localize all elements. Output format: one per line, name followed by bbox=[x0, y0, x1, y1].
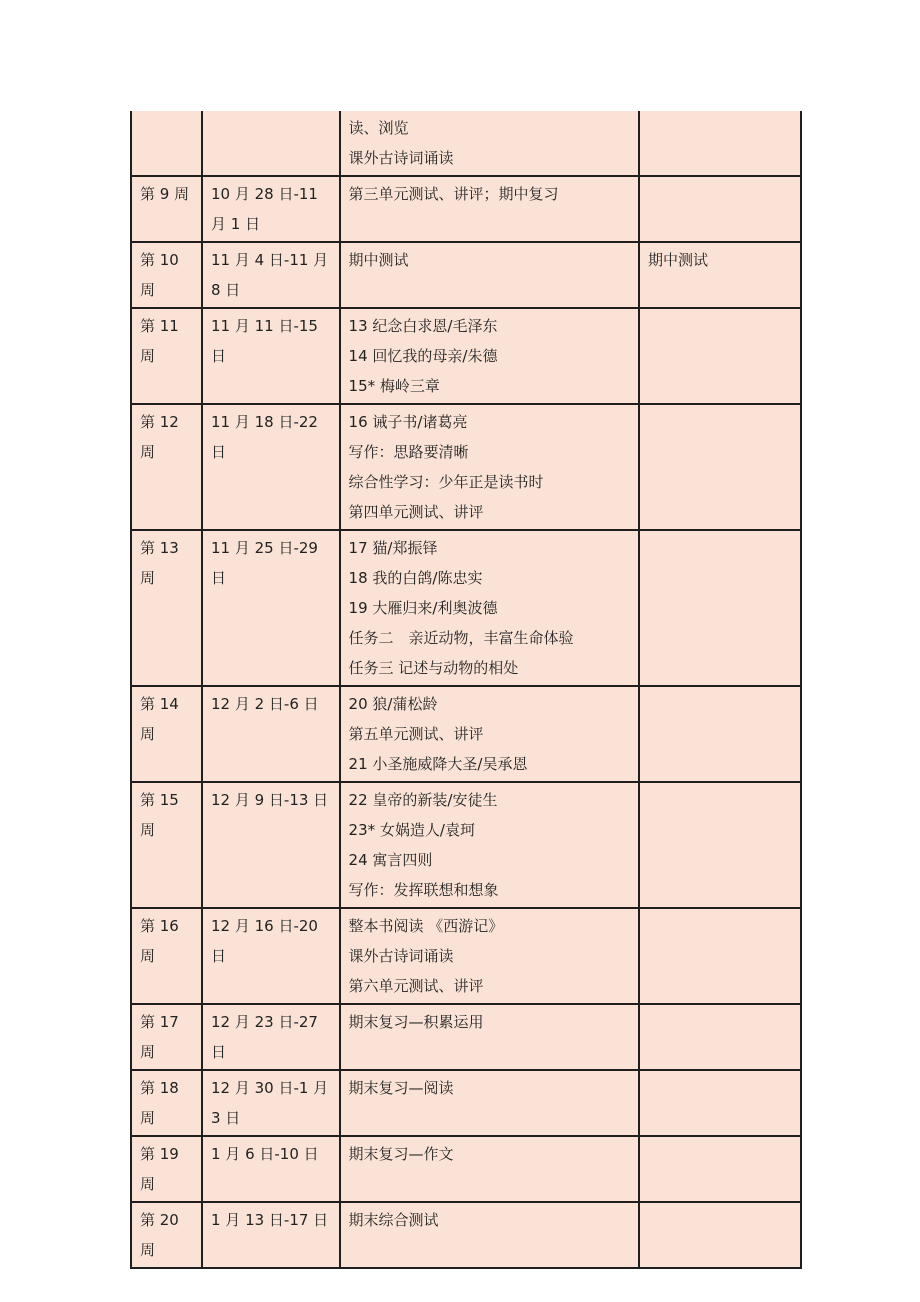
content-line: 任务二 亲近动物，丰富生命体验 bbox=[348, 629, 574, 647]
content-cell bbox=[340, 1202, 640, 1268]
content-cell bbox=[340, 782, 640, 908]
week-cell: 第 19 周 bbox=[131, 1136, 202, 1202]
date-cell: 11 月 11 日-15 日 bbox=[202, 308, 340, 404]
week-cell: 第 16 周 bbox=[131, 908, 202, 1004]
note-cell bbox=[639, 176, 801, 242]
date-cell bbox=[202, 111, 340, 176]
content-line: 24 寓言四则 bbox=[348, 851, 433, 869]
table-row bbox=[131, 176, 801, 242]
date-cell: 12 月 2 日-6 日 bbox=[202, 686, 340, 782]
content-cell bbox=[340, 686, 640, 782]
content-cell bbox=[340, 242, 640, 308]
table-row bbox=[131, 686, 801, 782]
content-line: 15* 梅岭三章 bbox=[348, 377, 440, 395]
content-line: 17 猫/郑振铎 bbox=[348, 539, 438, 557]
content-cell bbox=[340, 404, 640, 530]
content-line: 综合性学习：少年正是读书时 bbox=[348, 473, 544, 491]
date-cell: 11 月 18 日-22 日 bbox=[202, 404, 340, 530]
table-row bbox=[131, 1070, 801, 1136]
table-row bbox=[131, 1004, 801, 1070]
content-cell bbox=[340, 530, 640, 686]
note-cell bbox=[639, 530, 801, 686]
week-cell: 第 20 周 bbox=[131, 1202, 202, 1268]
content-line: 期末复习—阅读 bbox=[348, 1079, 454, 1097]
teaching-schedule-table bbox=[130, 111, 802, 1269]
week-cell: 第 12 周 bbox=[131, 404, 202, 530]
note-cell bbox=[639, 1136, 801, 1202]
content-line: 20 狼/蒲松龄 bbox=[348, 695, 438, 713]
note-cell bbox=[639, 1004, 801, 1070]
date-cell: 12 月 30 日-1 月 3 日 bbox=[202, 1070, 340, 1136]
content-line: 14 回忆我的母亲/朱德 bbox=[348, 347, 498, 365]
content-line: 23* 女娲造人/袁珂 bbox=[348, 821, 475, 839]
note-cell bbox=[639, 686, 801, 782]
date-cell: 12 月 16 日-20 日 bbox=[202, 908, 340, 1004]
content-line: 期末复习—作文 bbox=[348, 1145, 454, 1163]
content-cell bbox=[340, 176, 640, 242]
table-row bbox=[131, 111, 801, 176]
date-cell: 11 月 4 日-11 月 8 日 bbox=[202, 242, 340, 308]
week-cell: 第 11 周 bbox=[131, 308, 202, 404]
week-cell: 第 10 周 bbox=[131, 242, 202, 308]
content-cell bbox=[340, 308, 640, 404]
content-line: 19 大雁归来/利奥波德 bbox=[348, 599, 498, 617]
note-cell bbox=[639, 908, 801, 1004]
date-cell: 12 月 23 日-27 日 bbox=[202, 1004, 340, 1070]
content-cell bbox=[340, 1136, 640, 1202]
week-cell: 第 17 周 bbox=[131, 1004, 202, 1070]
content-line: 读、浏览 bbox=[348, 119, 409, 137]
date-cell: 1 月 6 日-10 日 bbox=[202, 1136, 340, 1202]
table-row bbox=[131, 782, 801, 908]
content-cell bbox=[340, 1070, 640, 1136]
content-line: 课外古诗词诵读 bbox=[348, 947, 454, 965]
date-cell: 1 月 13 日-17 日 bbox=[202, 1202, 340, 1268]
content-line: 期末复习—积累运用 bbox=[348, 1013, 484, 1031]
date-cell: 12 月 9 日-13 日 bbox=[202, 782, 340, 908]
table-row bbox=[131, 308, 801, 404]
note-cell: 期中测试 bbox=[639, 242, 801, 308]
date-cell: 10 月 28 日-11 月 1 日 bbox=[202, 176, 340, 242]
content-line: 第六单元测试、讲评 bbox=[348, 977, 484, 995]
week-cell: 第 9 周 bbox=[131, 176, 202, 242]
content-cell bbox=[340, 1004, 640, 1070]
content-line: 18 我的白鸽/陈忠实 bbox=[348, 569, 483, 587]
content-line: 整本书阅读 《西游记》 bbox=[348, 917, 504, 935]
table-row bbox=[131, 242, 801, 308]
content-line: 任务三 记述与动物的相处 bbox=[348, 659, 519, 677]
week-cell: 第 13 周 bbox=[131, 530, 202, 686]
content-line: 课外古诗词诵读 bbox=[348, 149, 454, 167]
note-cell bbox=[639, 1070, 801, 1136]
content-cell bbox=[340, 908, 640, 1004]
content-line: 第四单元测试、讲评 bbox=[348, 503, 484, 521]
table-row bbox=[131, 908, 801, 1004]
week-cell: 第 14 周 bbox=[131, 686, 202, 782]
content-cell bbox=[340, 111, 640, 176]
week-cell bbox=[131, 111, 202, 176]
content-line: 22 皇帝的新装/安徒生 bbox=[348, 791, 498, 809]
table-row bbox=[131, 1202, 801, 1268]
content-line: 13 纪念白求恩/毛泽东 bbox=[348, 317, 498, 335]
note-cell bbox=[639, 1202, 801, 1268]
date-cell: 11 月 25 日-29 日 bbox=[202, 530, 340, 686]
note-cell bbox=[639, 111, 801, 176]
content-line: 21 小圣施威降大圣/吴承恩 bbox=[348, 755, 528, 773]
table-row bbox=[131, 530, 801, 686]
table-row bbox=[131, 404, 801, 530]
content-line: 期末综合测试 bbox=[348, 1211, 439, 1229]
content-line: 第五单元测试、讲评 bbox=[348, 725, 484, 743]
content-line: 第三单元测试、讲评；期中复习 bbox=[348, 185, 559, 203]
schedule-table-body bbox=[131, 111, 801, 1268]
content-line: 期中测试 bbox=[348, 251, 409, 269]
note-cell bbox=[639, 404, 801, 530]
week-cell: 第 15 周 bbox=[131, 782, 202, 908]
content-line: 16 诫子书/诸葛亮 bbox=[348, 413, 468, 431]
table-row bbox=[131, 1136, 801, 1202]
note-cell bbox=[639, 782, 801, 908]
content-line: 写作：思路要清晰 bbox=[348, 443, 469, 461]
week-cell: 第 18 周 bbox=[131, 1070, 202, 1136]
note-cell bbox=[639, 308, 801, 404]
content-line: 写作：发挥联想和想象 bbox=[348, 881, 499, 899]
